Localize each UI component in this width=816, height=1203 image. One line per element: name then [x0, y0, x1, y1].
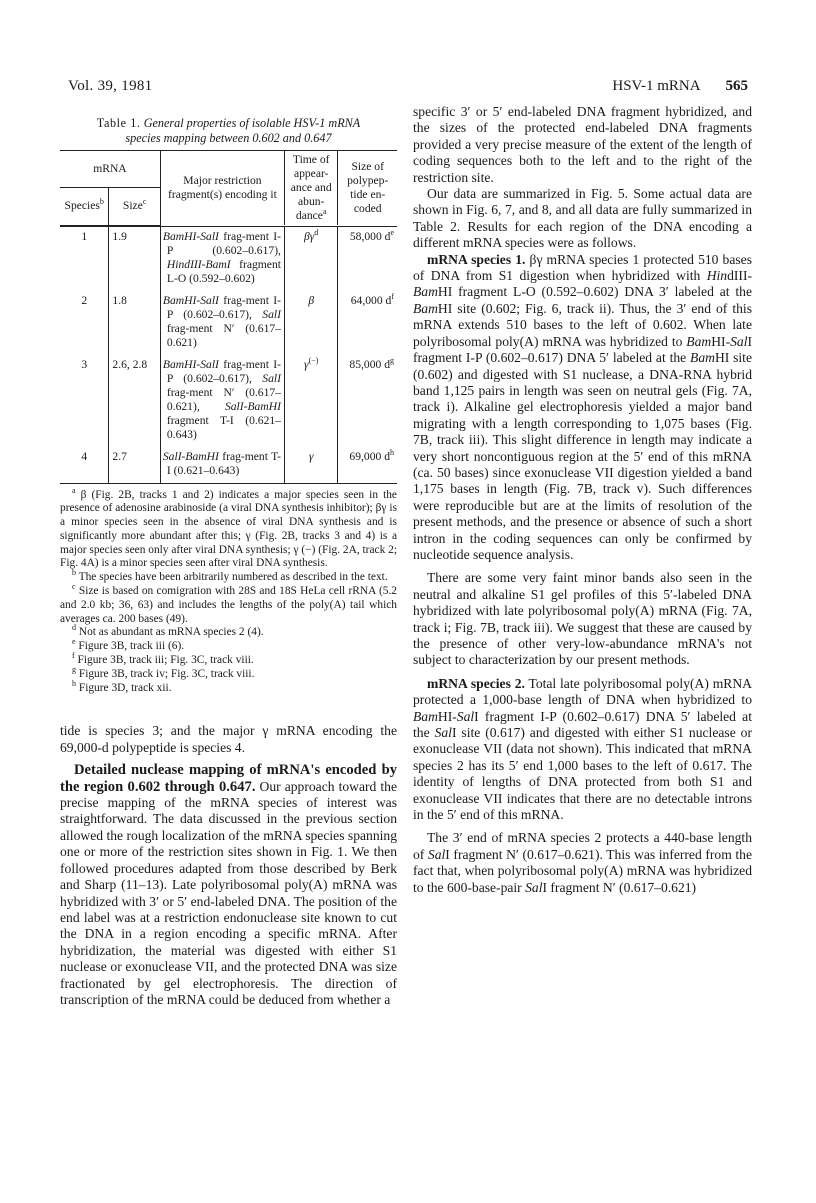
runin-heading: mRNA species 1. — [427, 251, 526, 267]
table-footnotes — [60, 485, 397, 696]
table-row: 3 2.6, 2.8 BamHI-SalI frag-ment I-P (0.602–0.617), SalI frag-ment N′ (0.617–0.621), SalI-BamHI fragment T-I (0.621–0.643) γ(−) 85,000 $d^g$ — [60, 355, 397, 447]
body-paragraph: Our data are summarized in Fig. 5. Some actual data are shown in Fig. 6, 7, and 8, and all data are fully summarized in Table 2. Results for each region of the DNA encoding a different mRNA species were as follows. — [413, 186, 752, 251]
col-fragment: Major restriction fragment(s) encoding it — [160, 151, 284, 226]
running-header — [68, 78, 748, 100]
journal-volume: Vol. 39, 1981 — [68, 78, 153, 94]
col-species: Species$^b$ — [60, 188, 109, 225]
running-title: HSV-1 mRNA — [612, 78, 700, 94]
table-label: Table 1. — [96, 116, 141, 130]
col-polypeptide: Size of polypep-tide en-coded — [338, 151, 397, 226]
runin-heading: mRNA species 2. — [427, 675, 525, 691]
body-paragraph: specific 3′ or 5′ end-labeled DNA fragment hybridized, and the sizes of the protected end-labeled DNA fragments provided a very precise measure of the extent of the length of coding sequences both to the left and to the right of the restriction site. — [413, 104, 752, 185]
footnote: $^g$ Figure 3B, track iv; Fig. 3C, track viii. — [72, 665, 255, 680]
table-1 — [60, 150, 397, 484]
page-number: 565 — [725, 78, 748, 94]
col-time: Time of appear-ance and abun-dance$^a$ — [284, 151, 337, 226]
body-paragraph: mRNA species 2. Total late polyribosomal poly(A) mRNA protected a 1,000-base length of DNA when hybridized to BamHI-SalI fragment I-P (0.602–0.617) DNA 5′ labeled at the SalI site (0.617) and digested with either S1 nuclease or exonuclease VII (data not shown). This indicated that mRNA species 2 has its 5′ end 1,000 bases to the left of 0.617. The identity of lengths of DNA protected from both S1 and exonuclease VII indicates that there are no detectable introns in the 5′ end of this mRNA. — [413, 675, 752, 823]
section-paragraph: Detailed nuclease mapping of mRNA's encoded by the region 0.602 through 0.647. Our approach toward the precise mapping of the mRNA species of interest was straightforward. The data discussed in the previous section allowed the rough localization of the mRNA species spanning one or more of the restriction sites shown in Fig. 1. We then followed procedures adapted from those described by Berk and Sharp (11–13). Late polyribosomal poly(A) mRNA was hybridized with 3′ or 5′ end-labeled DNA. The position of the end label was at a restriction endonuclease site known to cut the DNA in a region encoding a specific mRNA. After hybridization, the material was digested with either S1 nuclease or exonuclease VII, and the protected DNA was size fractionated by gel electrophoresis. The direction of transcription of the mRNA could be deduced from whether a — [60, 762, 397, 1007]
header-right — [590, 78, 748, 95]
footnote: $^e$ Figure 3B, track iii (6). — [72, 637, 185, 653]
footnote: $^h$ Figure 3D, track xii. — [72, 678, 172, 694]
table-title: General properties of isolable HSV-1 mRNA species mapping between 0.602 and 0.647 — [125, 116, 361, 145]
right-column — [413, 104, 752, 896]
section-heading: Detailed nuclease mapping of mRNA's encoded by the region 0.602 through 0.647. — [60, 762, 397, 795]
footnote: $^b$ The species have been arbitrarily numbered as described in the text. — [72, 568, 388, 584]
footnote: $^d$ Not as abundant as mRNA species 2 (4). — [72, 623, 264, 639]
body-paragraph: mRNA species 1. βγ mRNA species 1 protected 510 bases of DNA from S1 digestion when hybridized with HindIII-BamHI fragment L-O (0.592–0.602) DNA 3′ labeled at the BamHI site (0.602; Fig. 6, track ii). Thus, the 3′ end of this mRNA extends 510 bases to the left of 0.602. When late polyribosomal poly(A) mRNA was hybridized to BamHI-SalI fragment I-P (0.602–0.617) DNA 5′ labeled at the BamHI site (0.602) and digested with S1 nuclease, a DNA-RNA hybrid band 1,125 pairs in length was seen on neutral gels (Fig. 7A, track i). Alkaline gel electrophoresis yielded a major band migrating with a length corresponding to 1,075 bases (Fig. 7B, track iii). This slight difference in length may indicate a very short noncontiguous region at the 5′ end of this mRNA (ca. 50 bases) since exonuclease VII digestion yielded a band 1,175 bases in length (Fig. 7B, track v). Such differences were reproducible but are at the limits of resolution of the present methods, and the presence or absence of such a short intron in the coding sequences can only be confirmed by nucleotide sequence analysis. — [413, 251, 752, 562]
body-paragraph: tide is species 3; and the major γ mRNA encoding the 69,000-d polypeptide is species 4. — [60, 723, 397, 755]
col-size: Size$^c$ — [109, 188, 160, 225]
table-row: 2 1.8 BamHI-SalI frag-ment I-P (0.602–0.617), SalI frag-ment N′ (0.617–0.621) β 64,000 $d^f$ — [60, 291, 397, 355]
table-row: 1 1.9 BamHI-SalI frag-ment I-P (0.602–0.617), HindIII-BamI fragment L-O (0.592–0.602) $\beta\gamma^d$ 58,000 $d^e$ — [60, 226, 397, 291]
footnote: $^f$ Figure 3B, track iii; Fig. 3C, track viii. — [72, 651, 254, 667]
table-caption — [78, 116, 379, 146]
footnote: $^c$ Size is based on comigration with 28S and 18S HeLa cell rRNA (5.2 and 2.0 kb; 36, 63) and includes the lengths of the poly(A) tail which averages ca. 200 bases (49). — [60, 582, 397, 625]
table-row: 4 2.7 SalI-BamHI frag-ment T-I (0.621–0.643) γ 69,000 $d^h$ — [60, 447, 397, 484]
col-mrna: mRNA — [60, 151, 160, 188]
body-paragraph: There are some very faint minor bands also seen in the neutral and alkaline S1 gel profiles of this 5′-labeled DNA hybridized with late polyribosomal poly(A) mRNA (Fig. 7A, track i; Fig. 7B, track iii). We suggest that these are caused by the presence of other very-low-abundance mRNA's not subject to characterization by our present methods. — [413, 570, 752, 668]
footnote: $^a$ β (Fig. 2B, tracks 1 and 2) indicates a major species seen in the presence of adenosine arabinoside (a viral DNA synthesis inhibitor); βγ is a minor species seen in the absence of viral DNA synthesis and is significantly more abundant after this; γ (Fig. 2B, tracks 3 and 4) is a major species seen only after viral DNA synthesis; γ (−) (Fig. 2A, track 2; Fig. 4A) is a minor species seen after viral DNA synthesis. — [60, 485, 397, 570]
body-paragraph: The 3′ end of mRNA species 2 protects a 440-base length of SalI fragment N′ (0.617–0.621). This was inferred from the fact that, when polyribosomal poly(A) mRNA was hybridized to the 600-base-pair SalI fragment N′ (0.617–0.621) — [413, 830, 752, 895]
left-column — [60, 104, 397, 1008]
